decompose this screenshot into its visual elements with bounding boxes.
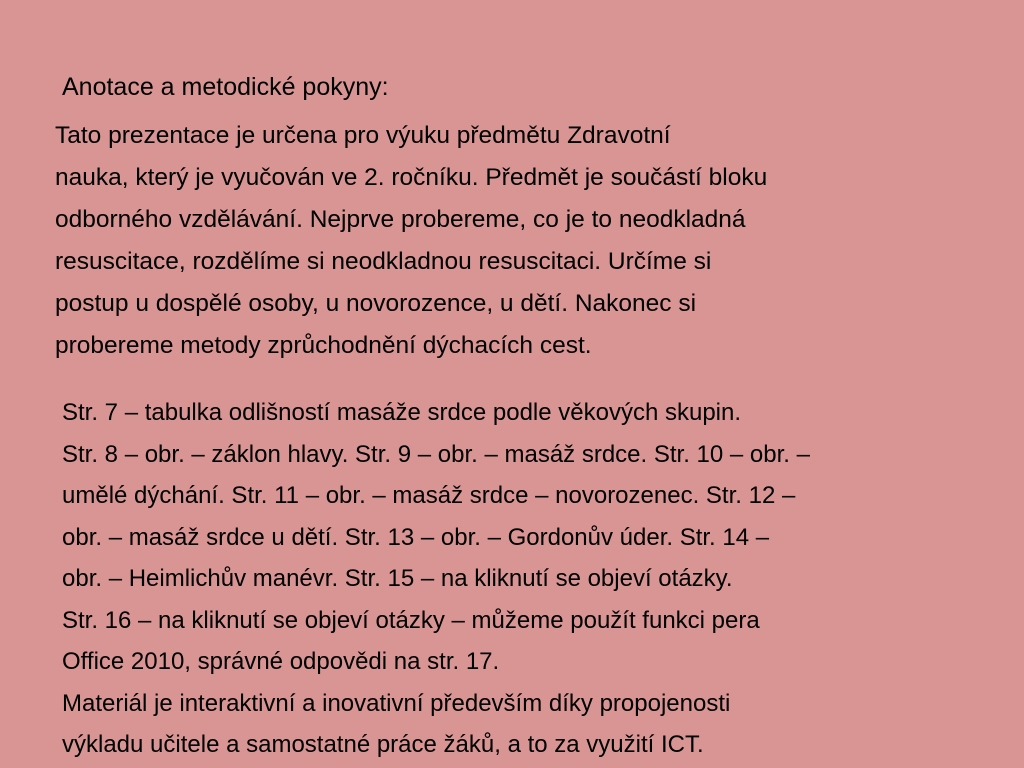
intro-line: Tato prezentace je určena pro výuku předmětu Zdravotní (55, 122, 671, 149)
notes-line: Str. 7 – tabulka odlišností masáže srdce podle věkových skupin. (62, 399, 742, 426)
slide-heading: Anotace a metodické pokyny: (62, 73, 389, 101)
notes-line: obr. – masáž srdce u dětí. Str. 13 – obr. – Gordonův úder. Str. 14 – (62, 523, 770, 551)
notes-line: Office 2010, správné odpovědi na str. 17. (62, 648, 500, 675)
intro-line: resuscitace, rozdělíme si neodkladnou resuscitaci. Určíme si (55, 248, 712, 275)
notes-line: umělé dýchání. Str. 11 – obr. – masáž srdce – novorozenec. Str. 12 – (62, 482, 796, 509)
notes-line: Str. 16 – na kliknutí se objeví otázky – můžeme použít funkci pera (62, 606, 760, 634)
intro-line: probereme metody zprůchodnění dýchacích cest. (55, 332, 592, 359)
notes-line: Materiál je interaktivní a inovativní především díky propojenosti (62, 689, 731, 717)
notes-paragraph (62, 392, 810, 766)
intro-line: odborného vzdělávání. Nejprve probereme, co je to neodkladná (55, 206, 746, 233)
intro-line: nauka, který je vyučován ve 2. ročníku. Předmět je součástí bloku (55, 164, 768, 191)
notes-line: Str. 8 – obr. – záklon hlavy. Str. 9 – obr. – masáž srdce. Str. 10 – obr. – (62, 440, 810, 468)
intro-line: postup u dospělé osoby, u novorozence, u dětí. Nakonec si (55, 290, 697, 317)
notes-line: obr. – Heimlichův manévr. Str. 15 – na kliknutí se objeví otázky. (62, 565, 733, 592)
intro-paragraph (55, 115, 767, 367)
notes-line: výkladu učitele a samostatné práce žáků, a to za využití ICT. (62, 731, 704, 758)
